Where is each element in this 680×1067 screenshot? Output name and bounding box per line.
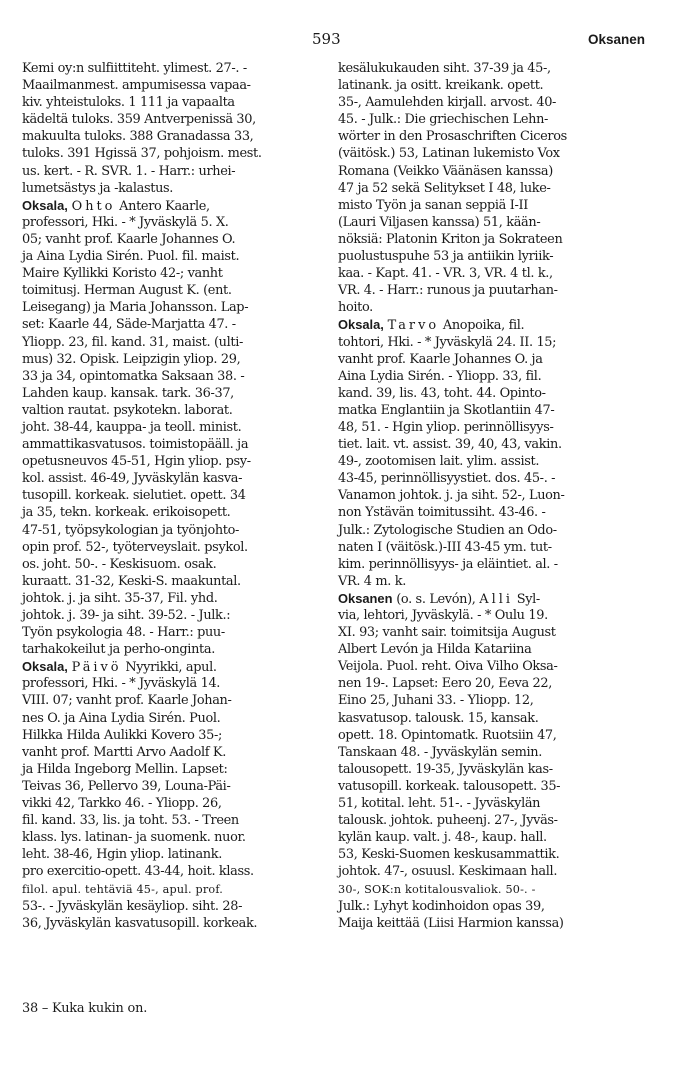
- text-line: Aina Lydia Sirén. - Yliopp. 33, fil.: [338, 368, 542, 384]
- entry-text: Anopoika, fil.: [439, 318, 525, 334]
- text-line: Leisegang) ja Maria Johansson. Lap-: [22, 300, 249, 316]
- page-header: [0, 30, 680, 52]
- text-line: kasvatusop. talousk. 15, kansak.: [338, 710, 539, 726]
- text-line: vanht prof. Martti Arvo Aadolf K.: [22, 744, 226, 760]
- entry-heading-line: [338, 316, 648, 333]
- text-line: kim. perinnöllisyys- ja eläintiet. al. -: [338, 556, 558, 572]
- entry-given-name: Alli: [479, 591, 513, 607]
- text-line: naten I (väitösk.)-III 43-45 ym. tut-: [338, 539, 552, 555]
- text-line: tohtori, Hki. - * Jyväskylä 24. II. 15;: [338, 334, 557, 350]
- text-line: XI. 93; vanht sair. toimitsija August: [338, 625, 556, 641]
- text-line: opetusneuvos 45-51, Hgin yliop. psy-: [22, 454, 251, 470]
- text-line: Vanamon johtok. j. ja siht. 52-, Luon-: [338, 488, 565, 504]
- entry-text: Antero Kaarle,: [115, 198, 210, 214]
- text-line: Teivas 36, Pellervo 39, Louna-Päi-: [22, 778, 231, 794]
- text-line: (Lauri Viljasen kanssa) 51, kään-: [338, 214, 541, 230]
- text-line: hoito.: [338, 300, 373, 316]
- entry-heading-line: [22, 197, 328, 214]
- text-line: klass. lys. latinan- ja suomenk. nuor.: [22, 830, 246, 846]
- text-line: non Ystävän toimitussiht. 43-46. -: [338, 505, 546, 521]
- text-line: professori, Hki. - * Jyväskylä 14.: [22, 676, 221, 692]
- text-line: professori, Hki. - * Jyväskylä 5. X.: [22, 214, 229, 230]
- entry-surname: Oksala,: [22, 659, 68, 675]
- text-line: kylän kaup. valt. j. 48-, kaup. hall.: [338, 830, 547, 846]
- entry-text: Syl-: [512, 591, 540, 607]
- entry-given-name: Ohto: [71, 198, 116, 214]
- text-line: 51, kotital. leht. 51-. - Jyväskylän: [338, 796, 541, 812]
- text-line: 47-51, työpsykologian ja työnjohto-: [22, 522, 240, 538]
- text-line: 49-, zootomisen lait. ylim. assist.: [338, 454, 540, 470]
- entry-surname: Oksala,: [22, 197, 68, 213]
- text-line: johtok. j. 39- ja siht. 39-52. - Julk.:: [22, 608, 231, 623]
- running-head: Oksanen: [587, 32, 645, 47]
- text-line: tusopill. korkeak. sielutiet. opett. 34: [22, 488, 246, 504]
- entry-surname: Oksanen: [338, 590, 393, 606]
- text-line: via, lehtori, Jyväskylä. - * Oulu 19.: [338, 608, 548, 623]
- text-line: ammattikasvatusos. toimistopääll. ja: [22, 437, 249, 453]
- text-line: tuloks. 391 Hgissä 37, pohjoism. mest.: [22, 146, 262, 162]
- text-line: Yliopp. 23, fil. kand. 31, maist. (ulti-: [22, 334, 244, 350]
- text-line: misto Työn ja sanan seppiä I-II: [338, 197, 528, 213]
- text-line: Lahden kaup. kansak. tark. 36-37,: [22, 385, 234, 401]
- entry-heading-line: [338, 590, 648, 607]
- text-line: nes O. ja Aina Lydia Sirén. Puol.: [22, 710, 221, 726]
- text-line: 43-45, perinnöllisyystiet. dos. 45-. -: [338, 471, 556, 487]
- text-line: joht. 38-44, kauppa- ja teoll. minist.: [22, 419, 242, 435]
- text-line: us. kert. - R. SVR. 1. - Harr.: urhei-: [22, 163, 236, 179]
- text-line: opett. 18. Opintomatk. Ruotsiin 47,: [338, 727, 557, 743]
- text-line: 33 ja 34, opintomatka Saksaan 38. -: [22, 368, 245, 384]
- text-line: Maailmanmest. ampumisessa vapaa-: [22, 78, 251, 94]
- page-number: 593: [312, 30, 341, 48]
- text-line: kuraatt. 31-32, Keski-S. maakuntal.: [22, 573, 241, 589]
- text-line: os. joht. 50-. - Keskisuom. osak.: [22, 556, 217, 572]
- text-line: Albert Levón ja Hilda Katariina: [338, 642, 532, 658]
- text-line: VR. 4 m. k.: [338, 573, 406, 589]
- entry-given-name: Tarvo: [387, 318, 440, 334]
- text-line: VIII. 07; vanht prof. Kaarle Johan-: [22, 693, 232, 709]
- text-line: set: Kaarle 44, Säde-Marjatta 47. -: [22, 317, 236, 333]
- text-line: 35-, Aamulehden kirjall. arvost. 40-: [338, 95, 557, 111]
- entry-surname: Oksala,: [338, 317, 384, 333]
- text-line: Tanskaan 48. - Jyväskylän semin.: [338, 744, 542, 760]
- text-line: 36, Jyväskylän kasvatusopill. korkeak.: [22, 915, 258, 931]
- text-line: johtok. 47-, osuusl. Keskimaan hall.: [338, 864, 558, 880]
- text-line: [22, 881, 328, 898]
- text-line: Kemi oy:n sulfiittiteht. ylimest. 27-. -: [22, 61, 247, 76]
- text-line: talousk. johtok. puheenj. 27-, Jyväs-: [338, 813, 558, 829]
- text-line: (väitösk.) 53, Latinan lukemisto Vox: [338, 146, 560, 162]
- text-line: 48, 51. - Hgin yliop. perinnöllisyys-: [338, 419, 554, 435]
- text-line: Maija keittää (Liisi Harmion kanssa): [338, 915, 564, 931]
- text-line: matka Englantiin ja Skotlantiin 47-: [338, 402, 555, 418]
- text-line: kol. assist. 46-49, Jyväskylän kasva-: [22, 471, 243, 487]
- text-line: Hilkka Hilda Aulikki Kovero 35-;: [22, 727, 222, 743]
- text-line: kädeltä tuloks. 359 Antverpenissä 30,: [22, 112, 256, 128]
- text-line: 53, Keski-Suomen keskusammattik.: [338, 847, 560, 863]
- text-line: 05; vanht prof. Kaarle Johannes O.: [22, 231, 236, 247]
- text-line: fil. kand. 33, lis. ja toht. 53. - Treen: [22, 813, 239, 829]
- entry-heading-line: [22, 658, 328, 675]
- text-line: tiet. lait. vt. assist. 39, 40, 43, vakin.: [338, 437, 562, 453]
- left-column: [22, 60, 328, 932]
- text-line: Maire Kyllikki Koristo 42-; vanht: [22, 266, 223, 282]
- text-line: makuulta tuloks. 388 Granadassa 33,: [22, 129, 254, 145]
- entry-text: Nyyrikki, apul.: [121, 660, 217, 676]
- text-line: kaa. - Kapt. 41. - VR. 3, VR. 4 tl. k.,: [338, 266, 553, 282]
- text-line: VR. 4. - Harr.: runous ja puutarhan-: [338, 283, 558, 299]
- text-line: Veijola. Puol. reht. Oiva Vilho Oksa-: [338, 659, 558, 675]
- text-line: kesälukukauden siht. 37-39 ja 45-,: [338, 61, 551, 76]
- right-column: [338, 60, 648, 932]
- text-line: ja Hilda Ingeborg Mellin. Lapset:: [22, 761, 228, 777]
- text-line: leht. 38-46, Hgin yliop. latinank.: [22, 847, 222, 863]
- text-line: talousopett. 19-35, Jyväskylän kas-: [338, 761, 553, 777]
- text-line: mus) 32. Opisk. Leipzigin yliop. 29,: [22, 351, 241, 367]
- entry-note: (o. s. Levón),: [392, 591, 480, 607]
- text-line: Julk.: Lyhyt kodinhoidon opas 39,: [338, 898, 545, 914]
- text-line: Työn psykologia 48. - Harr.: puu-: [22, 625, 225, 641]
- text-line: tarhakokeilut ja perho-onginta.: [22, 642, 215, 658]
- small-print-text: filol. apul. tehtäviä 45-, apul. prof.: [22, 882, 224, 896]
- text-line: latinank. ja ositt. kreikank. opett.: [338, 78, 544, 94]
- page-footer: 38 – Kuka kukin on.: [22, 1001, 148, 1016]
- entry-given-name: Päivö: [71, 660, 122, 676]
- text-line: Romana (Veikko Väänäsen kanssa): [338, 163, 553, 179]
- text-line: johtok. j. ja siht. 35-37, Fil. yhd.: [22, 590, 218, 606]
- text-line: ja Aina Lydia Sirén. Puol. fil. maist.: [22, 249, 240, 265]
- text-line: lumetsästys ja -kalastus.: [22, 180, 174, 196]
- text-line: Julk.: Zytologische Studien an Odo-: [338, 522, 557, 538]
- text-line: kiv. yhteistuloks. 1 111 ja vapaalta: [22, 95, 235, 111]
- text-line: opin prof. 52-, työterveyslait. psykol.: [22, 539, 248, 555]
- text-line: toimitusj. Herman August K. (ent.: [22, 283, 232, 299]
- text-line: Eino 25, Juhani 33. - Yliopp. 12,: [338, 693, 534, 709]
- text-line: 45. - Julk.: Die griechischen Lehn-: [338, 112, 549, 128]
- text-line: 53-. - Jyväskylän kesäyliop. siht. 28-: [22, 898, 243, 914]
- text-line: vanht prof. Kaarle Johannes O. ja: [338, 351, 543, 367]
- text-line: pro exercitio-opett. 43-44, hoit. klass.: [22, 864, 254, 880]
- text-line: ja 35, tekn. korkeak. erikoisopett.: [22, 505, 231, 521]
- text-line: nöksiä: Platonin Kriton ja Sokrateen: [338, 231, 563, 247]
- text-line: valtion rautat. psykotekn. laborat.: [22, 402, 233, 418]
- small-print-text: 30-, SOK:n kotitalousvaliok. 50-. -: [338, 882, 536, 896]
- text-line: vikki 42, Tarkko 46. - Yliopp. 26,: [22, 796, 222, 812]
- text-line: [338, 881, 648, 898]
- text-line: 47 ja 52 sekä Selitykset I 48, luke-: [338, 180, 551, 196]
- text-line: vatusopill. korkeak. talousopett. 35-: [338, 778, 561, 794]
- text-line: puolustuspuhe 53 ja antiikin lyriik-: [338, 249, 554, 265]
- text-line: wörter in den Prosaschriften Ciceros: [338, 129, 567, 145]
- text-line: kand. 39, lis. 43, toht. 44. Opinto-: [338, 385, 546, 401]
- text-line: nen 19-. Lapset: Eero 20, Eeva 22,: [338, 676, 553, 692]
